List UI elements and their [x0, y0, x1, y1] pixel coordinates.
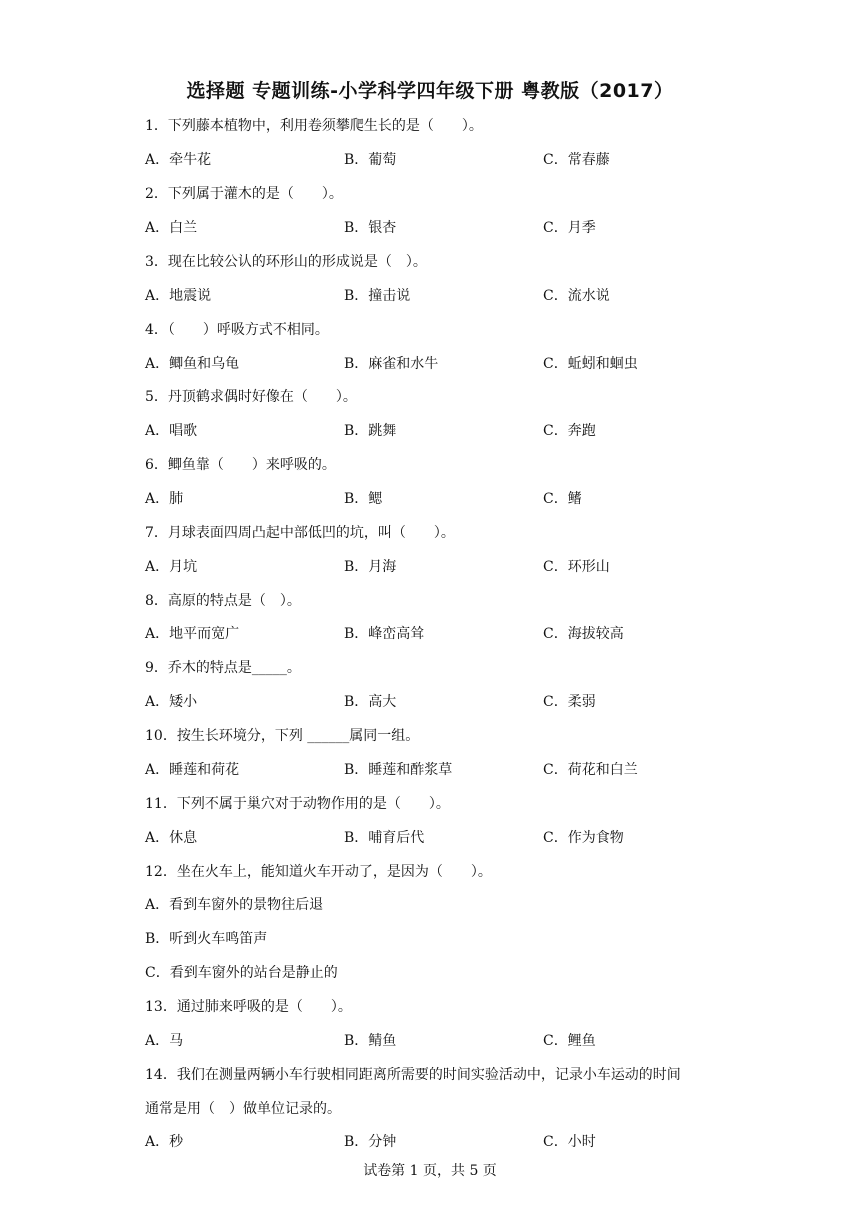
- option-c[interactable]: C．海拔较高: [543, 626, 624, 642]
- question-6-stem: 6．鲫鱼靠（ ）来呼吸的。: [145, 457, 336, 473]
- option-b[interactable]: B．鲭鱼: [344, 1033, 397, 1049]
- page-title: 选择题 专题训练-小学科学四年级下册 粤教版（2017）: [186, 80, 674, 102]
- option-c[interactable]: C．作为食物: [543, 830, 624, 846]
- option-c[interactable]: C．月季: [543, 220, 596, 236]
- question-10-stem: 10．按生长环境分，下列 ______属同一组。: [145, 728, 420, 744]
- option-b[interactable]: B．分钟: [344, 1134, 397, 1150]
- option-b[interactable]: B．银杏: [344, 220, 397, 236]
- option-a[interactable]: A．睡莲和荷花: [145, 762, 240, 778]
- question-3-stem: 3．现在比较公认的环形山的形成说是（ ）。: [145, 254, 427, 270]
- option-b[interactable]: B．哺育后代: [344, 830, 425, 846]
- option-b[interactable]: B．麻雀和水牛: [344, 356, 439, 372]
- question-7-stem: 7．月球表面四周凸起中部低凹的坑，叫（ ）。: [145, 525, 455, 541]
- option-c[interactable]: C．环形山: [543, 559, 610, 575]
- option-a[interactable]: A．牵牛花: [145, 152, 212, 168]
- option-b[interactable]: B．鳃: [344, 491, 383, 507]
- option-c[interactable]: C．流水说: [543, 288, 610, 304]
- option-a[interactable]: A．休息: [145, 830, 198, 846]
- question-9-stem: 9．乔木的特点是_____。: [145, 660, 301, 676]
- option-a[interactable]: A．看到车窗外的景物往后退: [145, 897, 324, 913]
- option-b[interactable]: B．睡莲和酢浆草: [344, 762, 453, 778]
- question-4-stem: 4．（ ）呼吸方式不相同。: [145, 322, 329, 338]
- question-13-stem: 13．通过肺来呼吸的是（ ）。: [145, 999, 352, 1015]
- option-a[interactable]: A．月坑: [145, 559, 198, 575]
- question-11-stem: 11．下列不属于巢穴对于动物作用的是（ ）。: [145, 796, 450, 812]
- option-a[interactable]: A．秒: [145, 1134, 184, 1150]
- option-a[interactable]: A．矮小: [145, 694, 198, 710]
- option-b[interactable]: B．葡萄: [344, 152, 397, 168]
- option-b[interactable]: B．高大: [344, 694, 397, 710]
- option-c[interactable]: C．柔弱: [543, 694, 596, 710]
- option-b[interactable]: B．跳舞: [344, 423, 397, 439]
- question-1-stem: 1．下列藤本植物中，利用卷须攀爬生长的是（ ）。: [145, 118, 483, 134]
- option-a[interactable]: A．鲫鱼和乌龟: [145, 356, 240, 372]
- option-c[interactable]: C．小时: [543, 1134, 596, 1150]
- question-12-stem: 12．坐在火车上，能知道火车开动了，是因为（ ）。: [145, 864, 492, 880]
- option-c[interactable]: C．奔跑: [543, 423, 596, 439]
- option-a[interactable]: A．马: [145, 1033, 184, 1049]
- question-14-stem-line2: 通常是用（ ）做单位记录的。: [145, 1101, 341, 1117]
- option-b[interactable]: B．月海: [344, 559, 397, 575]
- option-c[interactable]: C．鳍: [543, 491, 582, 507]
- option-b[interactable]: B．峰峦高耸: [344, 626, 425, 642]
- option-a[interactable]: A．唱歌: [145, 423, 198, 439]
- question-2-stem: 2．下列属于灌木的是（ ）。: [145, 186, 343, 202]
- option-b[interactable]: B．听到火车鸣笛声: [145, 931, 268, 947]
- option-a[interactable]: A．地震说: [145, 288, 212, 304]
- option-c[interactable]: C．荷花和白兰: [543, 762, 638, 778]
- option-c[interactable]: C．常春藤: [543, 152, 610, 168]
- option-a[interactable]: A．地平而宽广: [145, 626, 240, 642]
- option-c[interactable]: C．鲤鱼: [543, 1033, 596, 1049]
- option-a[interactable]: A．肺: [145, 491, 184, 507]
- question-8-stem: 8．高原的特点是（ ）。: [145, 593, 301, 609]
- option-c[interactable]: C．蚯蚓和蛔虫: [543, 356, 638, 372]
- option-b[interactable]: B．撞击说: [344, 288, 411, 304]
- question-5-stem: 5．丹顶鹤求偶时好像在（ ）。: [145, 389, 357, 405]
- page-footer: 试卷第 1 页，共 5 页: [363, 1163, 497, 1179]
- option-c[interactable]: C．看到车窗外的站台是静止的: [145, 965, 338, 981]
- question-14-stem-line1: 14．我们在测量两辆小车行驶相同距离所需要的时间实验活动中，记录小车运动的时间: [145, 1067, 681, 1083]
- option-a[interactable]: A．白兰: [145, 220, 198, 236]
